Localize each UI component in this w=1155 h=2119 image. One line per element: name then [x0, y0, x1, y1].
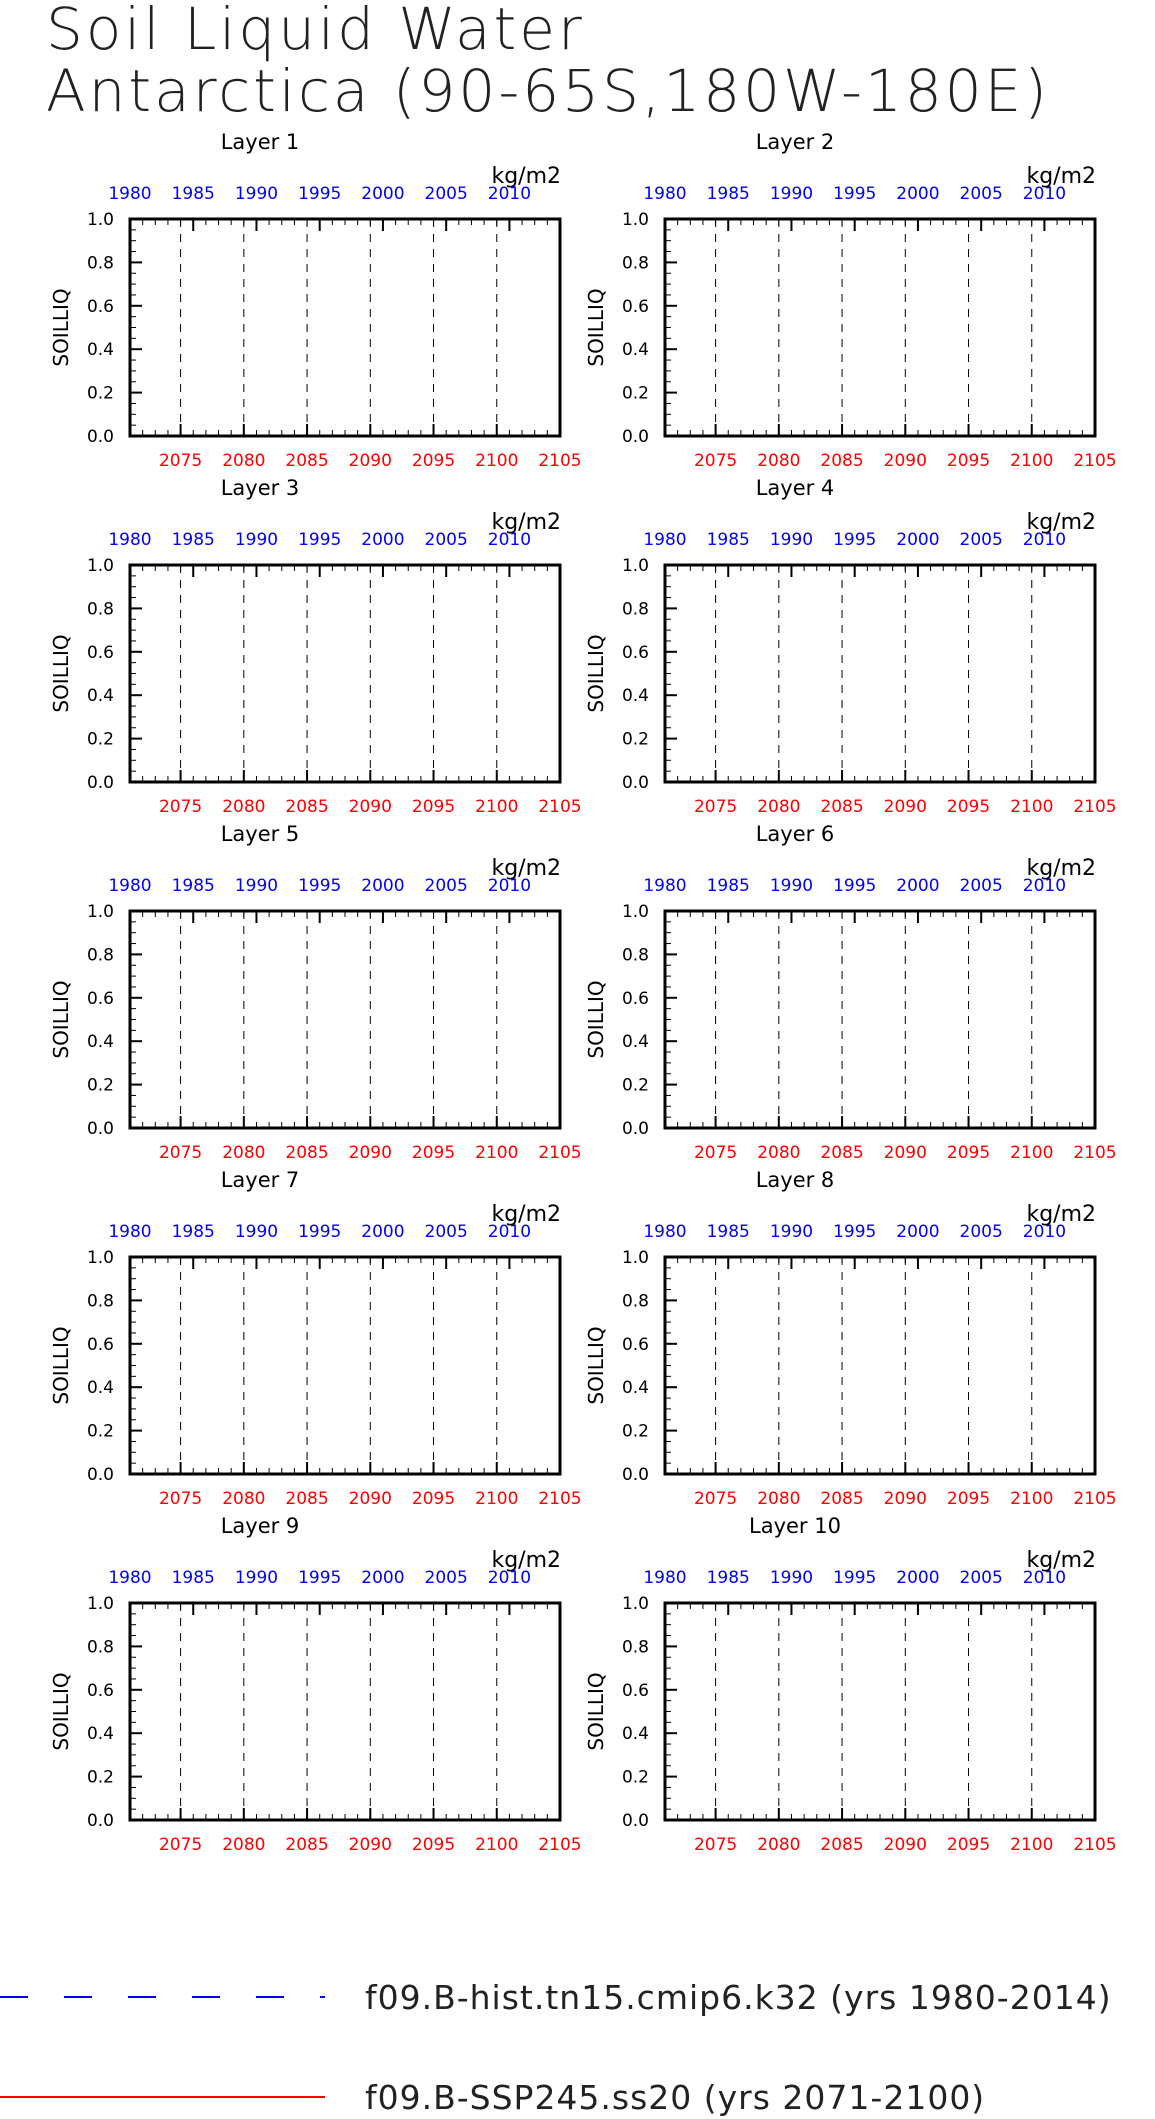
panel-10-top-tick-label: 1985	[706, 1568, 750, 1588]
panel-5-top-tick-label: 1995	[298, 876, 342, 896]
panel-8-title: Layer 8	[755, 1168, 835, 1192]
panel-7-frame	[130, 1257, 560, 1474]
panel-9-y-tick-label: 1.0	[86, 1594, 114, 1614]
panel-3-y-tick-label: 1.0	[86, 556, 114, 576]
panel-3-bottom-tick-label: 2075	[158, 797, 203, 817]
panel-5-y-tick-label: 0.6	[86, 988, 114, 1009]
panel-10-y-tick-label: 1.0	[621, 1594, 649, 1614]
panel-10-y-axis-label: SOILLIQ	[584, 1672, 608, 1751]
panel-2-y-tick-label: 0.4	[621, 340, 649, 361]
panel-3-frame	[130, 565, 560, 782]
panel-4-bottom-tick-label: 2080	[757, 797, 801, 817]
panel-1-top-tick-label: 1995	[298, 184, 342, 204]
panel-10-top-tick-label: 2000	[896, 1568, 940, 1588]
panel-7-top-tick-label: 1990	[234, 1222, 279, 1242]
panel-7-top-tick-label: 2005	[424, 1222, 468, 1242]
panel-8-bottom-tick-label: 2080	[757, 1489, 801, 1509]
panel-2-y-axis-label: SOILLIQ	[584, 288, 608, 367]
panel-1-frame	[130, 219, 560, 436]
panel-3-units-label: kg/m2	[491, 510, 561, 535]
panel-10-bottom-tick-label: 2075	[693, 1835, 738, 1855]
panel-4-units-label: kg/m2	[1026, 510, 1096, 535]
panel-9-bottom-tick-label: 2100	[475, 1835, 519, 1855]
panel-4-top-tick-label: 1990	[769, 530, 814, 550]
panel-9-top-tick-label: 2005	[424, 1568, 468, 1588]
panel-3-top-tick-label: 2010	[487, 530, 532, 550]
panel-10-y-tick-label: 0.2	[621, 1767, 649, 1788]
panel-3-y-tick-label: 0.6	[86, 642, 114, 663]
panel-9-top-tick-label: 1980	[108, 1568, 152, 1588]
panel-8-bottom-tick-label: 2075	[693, 1489, 738, 1509]
panel-5-top-tick-label: 2000	[361, 876, 405, 896]
panel-2-y-tick-label: 0.2	[621, 383, 649, 404]
panel-3-bottom-tick-label: 2080	[222, 797, 266, 817]
panel-5-top-tick-label: 2005	[424, 876, 468, 896]
panel-6-bottom-tick-label: 2080	[757, 1143, 801, 1163]
panel-6-frame	[665, 911, 1095, 1128]
panel-9-y-tick-label: 0.4	[86, 1724, 114, 1745]
panel-1-units-label: kg/m2	[491, 164, 561, 189]
panel-9-top-tick-label: 1990	[234, 1568, 279, 1588]
panel-3-top-tick-label: 1980	[108, 530, 152, 550]
panel-7-y-tick-label: 0.6	[86, 1334, 114, 1355]
panel-5-bottom-tick-label: 2105	[538, 1143, 582, 1163]
panel-2-y-tick-label: 1.0	[621, 210, 649, 230]
panel-5-y-axis-label: SOILLIQ	[49, 980, 73, 1059]
panel-6-y-tick-label: 0.0	[621, 1119, 649, 1139]
panel-1-bottom-tick-label: 2105	[538, 451, 582, 471]
panel-1-bottom-tick-label: 2095	[411, 451, 456, 471]
panel-5-y-tick-label: 0.0	[86, 1119, 114, 1139]
panel-6-bottom-tick-label: 2095	[946, 1143, 991, 1163]
panel-4-title: Layer 4	[755, 476, 835, 500]
panel-3-bottom-tick-label: 2095	[411, 797, 456, 817]
panel-8-y-axis-label: SOILLIQ	[584, 1326, 608, 1405]
panel-2-y-tick-label: 0.0	[621, 427, 649, 447]
panel-8-y-tick-label: 1.0	[621, 1248, 649, 1268]
panel-3-y-tick-label: 0.0	[86, 773, 114, 793]
panel-7-title: Layer 7	[220, 1168, 300, 1192]
panel-3-y-tick-label: 0.2	[86, 729, 114, 750]
panel-1-y-tick-label: 0.6	[86, 296, 114, 317]
panel-8-y-tick-label: 0.6	[621, 1334, 649, 1355]
panel-7-top-tick-label: 1980	[108, 1222, 152, 1242]
chart-title-line-2: Antarctica (90-65S,180W-180E)	[46, 57, 1050, 125]
panel-1-bottom-tick-label: 2080	[222, 451, 266, 471]
panel-7-y-tick-label: 0.4	[86, 1378, 114, 1399]
panel-10-top-tick-label: 1995	[833, 1568, 877, 1588]
panel-5-y-tick-label: 1.0	[86, 902, 114, 922]
panel-7-y-tick-label: 0.0	[86, 1465, 114, 1485]
panel-2-top-tick-label: 1995	[833, 184, 877, 204]
panel-7-y-tick-label: 0.2	[86, 1421, 114, 1442]
panel-4-bottom-tick-label: 2105	[1073, 797, 1117, 817]
panel-5-title: Layer 5	[220, 822, 300, 846]
panel-5-bottom-tick-label: 2090	[348, 1143, 392, 1163]
panel-1-top-tick-label: 2000	[361, 184, 405, 204]
panel-6-top-tick-label: 1985	[706, 876, 750, 896]
panel-10-y-tick-label: 0.8	[621, 1637, 649, 1658]
panel-1-y-tick-label: 1.0	[86, 210, 114, 230]
panel-10-frame	[665, 1603, 1095, 1820]
panel-5-bottom-tick-label: 2100	[475, 1143, 519, 1163]
panel-2-bottom-tick-label: 2080	[757, 451, 801, 471]
panel-8-bottom-tick-label: 2105	[1073, 1489, 1117, 1509]
panel-7-bottom-tick-label: 2090	[348, 1489, 392, 1509]
panel-5-top-tick-label: 2010	[487, 876, 532, 896]
panel-6-top-tick-label: 1980	[643, 876, 687, 896]
panel-4-y-tick-label: 0.6	[621, 642, 649, 663]
panel-8-units-label: kg/m2	[1026, 1202, 1096, 1227]
panel-8-top-tick-label: 2005	[959, 1222, 1003, 1242]
panel-9-top-tick-label: 1985	[171, 1568, 215, 1588]
panel-9-bottom-tick-label: 2075	[158, 1835, 203, 1855]
panel-9-y-axis-label: SOILLIQ	[49, 1672, 73, 1751]
panel-5-bottom-tick-label: 2075	[158, 1143, 203, 1163]
panel-3-bottom-tick-label: 2090	[348, 797, 392, 817]
panel-2-top-tick-label: 2010	[1022, 184, 1067, 204]
panel-3-top-tick-label: 2000	[361, 530, 405, 550]
panel-8-frame	[665, 1257, 1095, 1474]
panel-10-top-tick-label: 1980	[643, 1568, 687, 1588]
panel-1-y-axis-label: SOILLIQ	[49, 288, 73, 367]
panel-4-bottom-tick-label: 2100	[1010, 797, 1054, 817]
panel-3-top-tick-label: 1990	[234, 530, 279, 550]
panel-3-y-tick-label: 0.4	[86, 686, 114, 707]
panel-1-top-tick-label: 1990	[234, 184, 279, 204]
panel-2-top-tick-label: 1985	[706, 184, 750, 204]
panel-2-bottom-tick-label: 2085	[820, 451, 864, 471]
panel-1-top-tick-label: 1980	[108, 184, 152, 204]
panel-9-y-tick-label: 0.6	[86, 1680, 114, 1701]
panel-5-y-tick-label: 0.4	[86, 1032, 114, 1053]
panel-3-bottom-tick-label: 2105	[538, 797, 582, 817]
panel-5-bottom-tick-label: 2080	[222, 1143, 266, 1163]
panel-4-top-tick-label: 1980	[643, 530, 687, 550]
panel-10-bottom-tick-label: 2080	[757, 1835, 801, 1855]
panel-5-top-tick-label: 1985	[171, 876, 215, 896]
panel-10-y-tick-label: 0.4	[621, 1724, 649, 1745]
legend-label-1: f09.B-hist.tn15.cmip6.k32 (yrs 1980-2014)	[365, 1978, 1112, 2017]
panel-4-bottom-tick-label: 2085	[820, 797, 864, 817]
panel-8-top-tick-label: 1985	[706, 1222, 750, 1242]
panel-8-top-tick-label: 1990	[769, 1222, 814, 1242]
panel-10-bottom-tick-label: 2105	[1073, 1835, 1117, 1855]
panel-2-bottom-tick-label: 2075	[693, 451, 738, 471]
panel-8-top-tick-label: 1980	[643, 1222, 687, 1242]
panel-7-top-tick-label: 1995	[298, 1222, 342, 1242]
panel-9-title: Layer 9	[220, 1514, 300, 1538]
panel-9-top-tick-label: 2010	[487, 1568, 532, 1588]
legend-label-2: f09.B-SSP245.ss20 (yrs 2071-2100)	[365, 2078, 986, 2117]
panel-2-bottom-tick-label: 2090	[883, 451, 927, 471]
panel-6-bottom-tick-label: 2105	[1073, 1143, 1117, 1163]
panel-2-bottom-tick-label: 2105	[1073, 451, 1117, 471]
panel-7-bottom-tick-label: 2075	[158, 1489, 203, 1509]
panel-2-bottom-tick-label: 2100	[1010, 451, 1054, 471]
panel-1-bottom-tick-label: 2090	[348, 451, 392, 471]
panel-5-bottom-tick-label: 2085	[285, 1143, 329, 1163]
panel-3-y-axis-label: SOILLIQ	[49, 634, 73, 713]
panel-1-bottom-tick-label: 2100	[475, 451, 519, 471]
panel-5-y-tick-label: 0.2	[86, 1075, 114, 1096]
panel-10-units-label: kg/m2	[1026, 1548, 1096, 1573]
panel-3-top-tick-label: 1985	[171, 530, 215, 550]
panel-3-top-tick-label: 2005	[424, 530, 468, 550]
panel-7-y-tick-label: 0.8	[86, 1291, 114, 1312]
panel-4-y-tick-label: 0.8	[621, 599, 649, 620]
panel-9-bottom-tick-label: 2085	[285, 1835, 329, 1855]
panel-5-units-label: kg/m2	[491, 856, 561, 881]
panel-10-bottom-tick-label: 2100	[1010, 1835, 1054, 1855]
panel-9-y-tick-label: 0.0	[86, 1811, 114, 1831]
panel-7-bottom-tick-label: 2105	[538, 1489, 582, 1509]
panel-1-y-tick-label: 0.0	[86, 427, 114, 447]
panel-4-top-tick-label: 1995	[833, 530, 877, 550]
panel-6-bottom-tick-label: 2100	[1010, 1143, 1054, 1163]
panel-2-top-tick-label: 2000	[896, 184, 940, 204]
panel-9-bottom-tick-label: 2080	[222, 1835, 266, 1855]
panel-6-y-tick-label: 0.2	[621, 1075, 649, 1096]
panel-1-bottom-tick-label: 2075	[158, 451, 203, 471]
panel-7-y-axis-label: SOILLIQ	[49, 1326, 73, 1405]
panel-3-bottom-tick-label: 2085	[285, 797, 329, 817]
panel-3-bottom-tick-label: 2100	[475, 797, 519, 817]
panel-6-top-tick-label: 2000	[896, 876, 940, 896]
panel-9-bottom-tick-label: 2105	[538, 1835, 582, 1855]
panel-4-top-tick-label: 1985	[706, 530, 750, 550]
panel-1-bottom-tick-label: 2085	[285, 451, 329, 471]
panel-4-top-tick-label: 2005	[959, 530, 1003, 550]
panel-2-y-tick-label: 0.6	[621, 296, 649, 317]
panel-10-top-tick-label: 1990	[769, 1568, 814, 1588]
panel-4-y-tick-label: 0.2	[621, 729, 649, 750]
panel-2-top-tick-label: 2005	[959, 184, 1003, 204]
panel-1-title: Layer 1	[220, 130, 300, 154]
panel-10-bottom-tick-label: 2090	[883, 1835, 927, 1855]
panel-7-top-tick-label: 2010	[487, 1222, 532, 1242]
panel-6-bottom-tick-label: 2085	[820, 1143, 864, 1163]
panel-9-top-tick-label: 1995	[298, 1568, 342, 1588]
panel-4-top-tick-label: 2000	[896, 530, 940, 550]
panel-3-title: Layer 3	[220, 476, 300, 500]
panel-8-y-tick-label: 0.4	[621, 1378, 649, 1399]
panel-1-y-tick-label: 0.4	[86, 340, 114, 361]
panel-1-top-tick-label: 2010	[487, 184, 532, 204]
panel-10-y-tick-label: 0.0	[621, 1811, 649, 1831]
panel-8-top-tick-label: 1995	[833, 1222, 877, 1242]
panel-9-units-label: kg/m2	[491, 1548, 561, 1573]
panel-7-bottom-tick-label: 2100	[475, 1489, 519, 1509]
panel-10-y-tick-label: 0.6	[621, 1680, 649, 1701]
panel-9-top-tick-label: 2000	[361, 1568, 405, 1588]
panel-8-bottom-tick-label: 2090	[883, 1489, 927, 1509]
panel-6-y-tick-label: 0.4	[621, 1032, 649, 1053]
panel-9-bottom-tick-label: 2090	[348, 1835, 392, 1855]
panel-2-y-tick-label: 0.8	[621, 253, 649, 274]
panel-4-top-tick-label: 2010	[1022, 530, 1067, 550]
panel-4-y-tick-label: 0.4	[621, 686, 649, 707]
panel-2-top-tick-label: 1980	[643, 184, 687, 204]
panel-6-bottom-tick-label: 2075	[693, 1143, 738, 1163]
panel-4-bottom-tick-label: 2075	[693, 797, 738, 817]
panel-7-top-tick-label: 1985	[171, 1222, 215, 1242]
panel-1-y-tick-label: 0.2	[86, 383, 114, 404]
panel-7-bottom-tick-label: 2085	[285, 1489, 329, 1509]
panel-10-bottom-tick-label: 2095	[946, 1835, 991, 1855]
chart-title-line-1: Soil Liquid Water	[46, 0, 585, 63]
panel-6-y-tick-label: 1.0	[621, 902, 649, 922]
panel-3-y-tick-label: 0.8	[86, 599, 114, 620]
panel-2-units-label: kg/m2	[1026, 164, 1096, 189]
panel-5-bottom-tick-label: 2095	[411, 1143, 456, 1163]
panel-1-top-tick-label: 1985	[171, 184, 215, 204]
panel-6-y-tick-label: 0.8	[621, 945, 649, 966]
panel-6-units-label: kg/m2	[1026, 856, 1096, 881]
panel-7-bottom-tick-label: 2095	[411, 1489, 456, 1509]
panel-6-y-axis-label: SOILLIQ	[584, 980, 608, 1059]
panel-5-top-tick-label: 1990	[234, 876, 279, 896]
panel-1-y-tick-label: 0.8	[86, 253, 114, 274]
panel-4-y-axis-label: SOILLIQ	[584, 634, 608, 713]
panel-4-bottom-tick-label: 2095	[946, 797, 991, 817]
panel-3-top-tick-label: 1995	[298, 530, 342, 550]
panel-4-bottom-tick-label: 2090	[883, 797, 927, 817]
panel-2-top-tick-label: 1990	[769, 184, 814, 204]
panel-9-y-tick-label: 0.2	[86, 1767, 114, 1788]
panel-4-y-tick-label: 1.0	[621, 556, 649, 576]
panel-5-frame	[130, 911, 560, 1128]
panel-2-bottom-tick-label: 2095	[946, 451, 991, 471]
panel-6-bottom-tick-label: 2090	[883, 1143, 927, 1163]
panel-2-frame	[665, 219, 1095, 436]
panel-9-bottom-tick-label: 2095	[411, 1835, 456, 1855]
panel-6-top-tick-label: 1995	[833, 876, 877, 896]
panel-6-top-tick-label: 1990	[769, 876, 814, 896]
panel-6-top-tick-label: 2010	[1022, 876, 1067, 896]
panel-1-top-tick-label: 2005	[424, 184, 468, 204]
panel-8-bottom-tick-label: 2100	[1010, 1489, 1054, 1509]
panel-5-top-tick-label: 1980	[108, 876, 152, 896]
panel-7-bottom-tick-label: 2080	[222, 1489, 266, 1509]
panel-8-top-tick-label: 2010	[1022, 1222, 1067, 1242]
panel-7-top-tick-label: 2000	[361, 1222, 405, 1242]
panel-9-y-tick-label: 0.8	[86, 1637, 114, 1658]
panel-8-y-tick-label: 0.8	[621, 1291, 649, 1312]
panel-8-top-tick-label: 2000	[896, 1222, 940, 1242]
panel-7-y-tick-label: 1.0	[86, 1248, 114, 1268]
panel-8-y-tick-label: 0.2	[621, 1421, 649, 1442]
panel-5-y-tick-label: 0.8	[86, 945, 114, 966]
panel-4-y-tick-label: 0.0	[621, 773, 649, 793]
panel-9-frame	[130, 1603, 560, 1820]
panel-7-units-label: kg/m2	[491, 1202, 561, 1227]
panel-8-bottom-tick-label: 2085	[820, 1489, 864, 1509]
panel-2-title: Layer 2	[755, 130, 835, 154]
panel-10-top-tick-label: 2005	[959, 1568, 1003, 1588]
panel-4-frame	[665, 565, 1095, 782]
panel-10-top-tick-label: 2010	[1022, 1568, 1067, 1588]
panel-10-bottom-tick-label: 2085	[820, 1835, 864, 1855]
panel-8-y-tick-label: 0.0	[621, 1465, 649, 1485]
panel-6-title: Layer 6	[755, 822, 835, 846]
panel-8-bottom-tick-label: 2095	[946, 1489, 991, 1509]
panel-6-y-tick-label: 0.6	[621, 988, 649, 1009]
panel-6-top-tick-label: 2005	[959, 876, 1003, 896]
panel-10-title: Layer 10	[749, 1514, 841, 1538]
